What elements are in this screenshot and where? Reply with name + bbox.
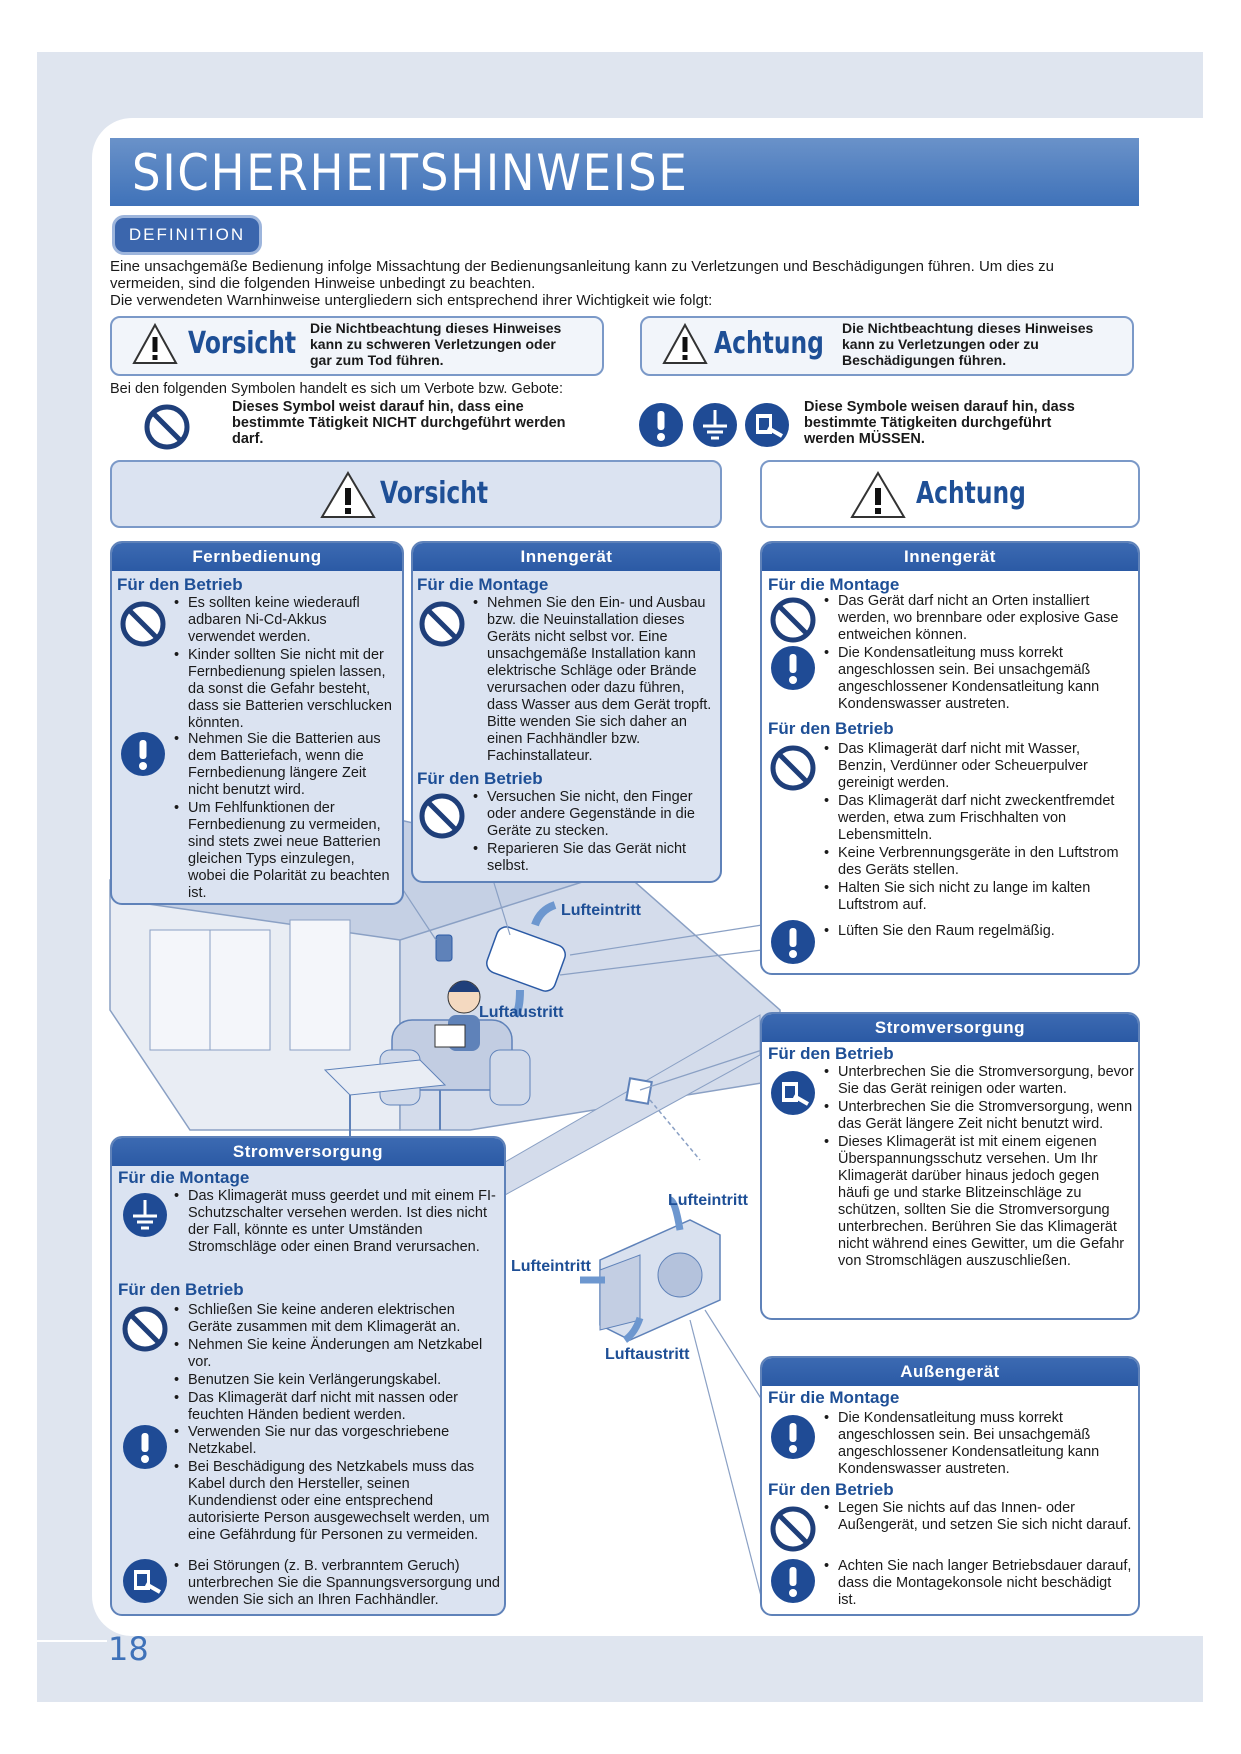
prohibition-icon [120, 1304, 170, 1354]
air-inlet-label: Lufteintritt [561, 902, 641, 919]
panel-title: Fernbedienung [112, 543, 402, 571]
subheading: Für den Betrieb [117, 575, 243, 594]
desc-line: Dieses Symbol weist darauf hin, dass eine [232, 399, 524, 415]
achtung-word: Achtung [714, 326, 824, 361]
list-item: • Halten Sie sich nicht zu lange im kalten Luftstrom auf. [824, 880, 1132, 914]
list-item: • Keine Verbrennungsgeräte in den Luftstrom des Geräts stellen. [824, 845, 1132, 879]
montage-list [824, 1410, 1132, 1479]
air-outlet-label: Luftaustritt [479, 1004, 564, 1021]
list-item: • Dieses Klimagerät ist mit einem eigenen Überspannungsschutz versehen. Um Ihr Klimagerät darüber hinaus jedoch gegen häufi ge und starke Blitzeinschläge zu schützen, sollten Sie die Stromversorgung unterbrechen. Berühren Sie das Klimagerät nicht während eines Gewitter, um die Gefahr von Stromschlägen auszuschließen. [824, 1134, 1134, 1270]
list-item: • Das Klimagerät darf nicht mit Wasser, Benzin, Verdünner oder Scheuerpulver gereinigt werden. [824, 741, 1132, 792]
panel-title: Außengerät [762, 1358, 1138, 1386]
air-inlet-label: Lufteintritt [511, 1258, 591, 1275]
subheading: Für den Betrieb [118, 1280, 244, 1299]
unplug-icon [770, 1070, 816, 1116]
definition-label: DEFINITION [112, 215, 262, 255]
prohibition-icon [768, 1504, 818, 1554]
subheading: Für den Betrieb [768, 1044, 894, 1063]
list-item: • Bei Störungen (z. B. verbranntem Geruch) unterbrechen Sie die Spannungsversorgung und wenden Sie sich an Ihren Fachhändler. [174, 1558, 500, 1609]
list-item: • Das Gerät darf nicht an Orten installiert werden, wo brennbare oder explosive Gase entweichen können. [824, 593, 1132, 644]
subheading: Für die Montage [118, 1168, 250, 1187]
prohibition-icon [417, 599, 467, 649]
symbols-intro: Bei den folgenden Symbolen handelt es sich um Verbote bzw. Gebote: [110, 381, 564, 397]
panel-title: Stromversorgung [112, 1138, 504, 1166]
mandatory-action-icon [770, 919, 816, 965]
desc-line: werden MÜSSEN. [804, 431, 925, 447]
panel-title: Stromversorgung [762, 1014, 1138, 1042]
panel-stromversorgung-achtung [760, 1012, 1140, 1320]
list-item: • Schließen Sie keine anderen elektrischen Geräte zusammen mit dem Klimagerät an. [174, 1302, 500, 1336]
desc-line: Die Nichtbeachtung dieses Hinweises [310, 320, 562, 336]
list-item: • Achten Sie nach langer Betriebsdauer darauf, dass die Montagekonsole nicht beschädigt ist. [824, 1558, 1132, 1609]
mandatory-action-icon [770, 645, 816, 691]
prohibition-icon [118, 599, 168, 649]
desc-line: bestimmte Tätigkeit NICHT durchgeführt werden [232, 415, 566, 431]
betrieb-prohibit-list [824, 741, 1132, 915]
list-item: • Kinder sollten Sie nicht mit der Fernbedienung spielen lassen, da sonst die Gefahr besteht, dass sie Batterien verschlucken könnten. [174, 647, 396, 732]
list-item: • Das Klimagerät muss geerdet und mit einem FI-Schutzschalter versehen werden. Ist dies nicht der Fall, könnte es unter Umständen Stromschläge oder einen Brand verursachen. [174, 1188, 500, 1256]
list-item: • Benutzen Sie kein Verlängerungskabel. [174, 1372, 500, 1389]
list-item: • Nehmen Sie die Batterien aus dem Batteriefach, wenn die Fernbedienung längere Zeit nicht benutzt wird. [174, 731, 396, 799]
desc-line: Die Nichtbeachtung dieses Hinweises [842, 320, 1094, 336]
list-item: • Das Klimagerät darf nicht zweckentfremdet werden, etwa zum Frischhalten von Lebensmitteln. [824, 793, 1132, 844]
subheading: Für den Betrieb [768, 1480, 894, 1499]
panel-fernbedienung [110, 541, 404, 905]
betrieb-mandatory-list [824, 1558, 1132, 1610]
desc-line: Diese Symbole weisen darauf hin, dass [804, 399, 1075, 415]
prohibition-icon [768, 743, 818, 793]
prohibition-icon [417, 791, 467, 841]
list-item: • Nehmen Sie keine Änderungen am Netzkabel vor. [174, 1337, 500, 1371]
list-item: • Legen Sie nichts auf das Innen- oder Außengerät, und setzen Sie sich nicht darauf. [824, 1500, 1132, 1534]
betrieb-plug-list [174, 1558, 500, 1610]
achtung-header-title: Achtung [916, 476, 1026, 511]
betrieb-prohibit-list [824, 1500, 1132, 1535]
panel-stromversorgung-vorsicht [110, 1136, 506, 1616]
page-number-rule [37, 1640, 107, 1642]
intro-line: vermeiden, sind die folgenden Hinweise unbedingt zu beachten. [110, 275, 536, 292]
subheading: Für die Montage [768, 575, 900, 594]
vorsicht-header-title: Vorsicht [380, 476, 489, 511]
mandatory-list [174, 731, 396, 903]
montage-list [174, 1188, 500, 1257]
unplug-icon [122, 1558, 168, 1604]
air-inlet-label: Lufteintritt [668, 1192, 748, 1209]
subheading: Für die Montage [768, 1388, 900, 1407]
prohibition-icon [768, 595, 818, 645]
list-item: • Bei Beschädigung des Netzkabels muss das Kabel durch den Hersteller, seinen Kundendienst oder eine entsprechend autorisierte Person ausgewechselt werden, um eine Gefährdung für Personen zu vermeiden. [174, 1459, 500, 1544]
ground-connection-icon [122, 1192, 168, 1238]
mandatory-action-icon [770, 1558, 816, 1604]
list-item: • Das Klimagerät darf nicht mit nassen oder feuchten Händen bedient werden. [174, 1390, 500, 1424]
list-item: • Unterbrechen Sie die Stromversorgung, wenn das Gerät längere Zeit nicht benutzt wird. [824, 1099, 1134, 1133]
panel-aussengeraet [760, 1356, 1140, 1616]
intro-line: Die verwendeten Warnhinweise untergliedern sich entsprechend ihrer Wichtigkeit wie folgt: [110, 292, 713, 309]
list-item: • Reparieren Sie das Gerät nicht selbst. [473, 841, 713, 875]
list-item: • Verwenden Sie nur das vorgeschriebene Netzkabel. [174, 1424, 500, 1458]
desc-line: kann zu schweren Verletzungen oder [310, 336, 556, 352]
desc-line: darf. [232, 431, 264, 447]
list-item: • Unterbrechen Sie die Stromversorgung, bevor Sie das Gerät reinigen oder warten. [824, 1064, 1134, 1098]
mandatory-action-icon [120, 731, 166, 777]
subheading: Für die Montage [417, 575, 549, 594]
mandatory-action-icon [122, 1424, 168, 1470]
page-title: SICHERHEITSHINWEISE [132, 144, 689, 202]
montage-mandatory-list [824, 645, 1132, 714]
betrieb-prohibit-list [174, 1302, 500, 1425]
prohibit-list [174, 595, 396, 733]
list-item: • Die Kondensatleitung muss korrekt angeschlossen sein. Bei unsachgemäß angeschlossener Kondensatleitung kann Kondenswasser austreten. [824, 1410, 1132, 1478]
betrieb-mandatory-list [174, 1424, 500, 1545]
desc-line: bestimmte Tätigkeiten durchgeführt [804, 415, 1052, 431]
list-item: • Versuchen Sie nicht, den Finger oder andere Gegenstände in die Geräte zu stecken. [473, 789, 713, 840]
betrieb-list [473, 789, 713, 876]
betrieb-list [824, 1064, 1134, 1271]
list-item: • Nehmen Sie den Ein- und Ausbau bzw. die Neuinstallation dieses Geräts nicht selbst vor. Eine unsachgemäße Installation kann elektrische Schläge oder Brände verursachen oder dazu führen, dass Wasser aus dem Gerät tropft. Bitte wenden Sie sich daher an einen Fachhändler bzw. Fachinstallateur. [473, 595, 713, 765]
panel-title: Innengerät [762, 543, 1138, 571]
list-item: • Die Kondensatleitung muss korrekt angeschlossen sein. Bei unsachgemäß angeschlossener Kondensatleitung kann Kondenswasser austreten. [824, 645, 1132, 713]
page-number: 18 [108, 1630, 149, 1668]
panel-title: Innengerät [413, 543, 720, 571]
air-outlet-label: Luftaustritt [605, 1346, 690, 1363]
mandatory-action-icon [770, 1414, 816, 1460]
list-item: • Um Fehlfunktionen der Fernbedienung zu vermeiden, sind stets zwei neue Batterien gleichen Typs einzulegen, wobei die Polarität zu beachten ist. [174, 800, 396, 902]
intro-line: Eine unsachgemäße Bedienung infolge Missachtung der Bedienungsanleitung kann zu Verletzungen und Beschädigungen führen. Um dies zu [110, 258, 1054, 275]
panel-innengeraet-achtung [760, 541, 1140, 975]
montage-prohibit-list [824, 593, 1132, 645]
list-item: • Es sollten keine wiederaufl adbaren Ni-Cd-Akkus verwendet werden. [174, 595, 396, 646]
panel-innengeraet-vorsicht [411, 541, 722, 883]
desc-line: kann zu Verletzungen oder zu [842, 336, 1039, 352]
vorsicht-word: Vorsicht [188, 326, 297, 361]
desc-line: Beschädigungen führen. [842, 352, 1007, 368]
subheading: Für den Betrieb [768, 719, 894, 738]
betrieb-mandatory-list [824, 923, 1132, 941]
montage-list [473, 595, 713, 766]
list-item: • Lüften Sie den Raum regelmäßig. [824, 923, 1132, 940]
desc-line: gar zum Tod führen. [310, 352, 444, 368]
subheading: Für den Betrieb [417, 769, 543, 788]
